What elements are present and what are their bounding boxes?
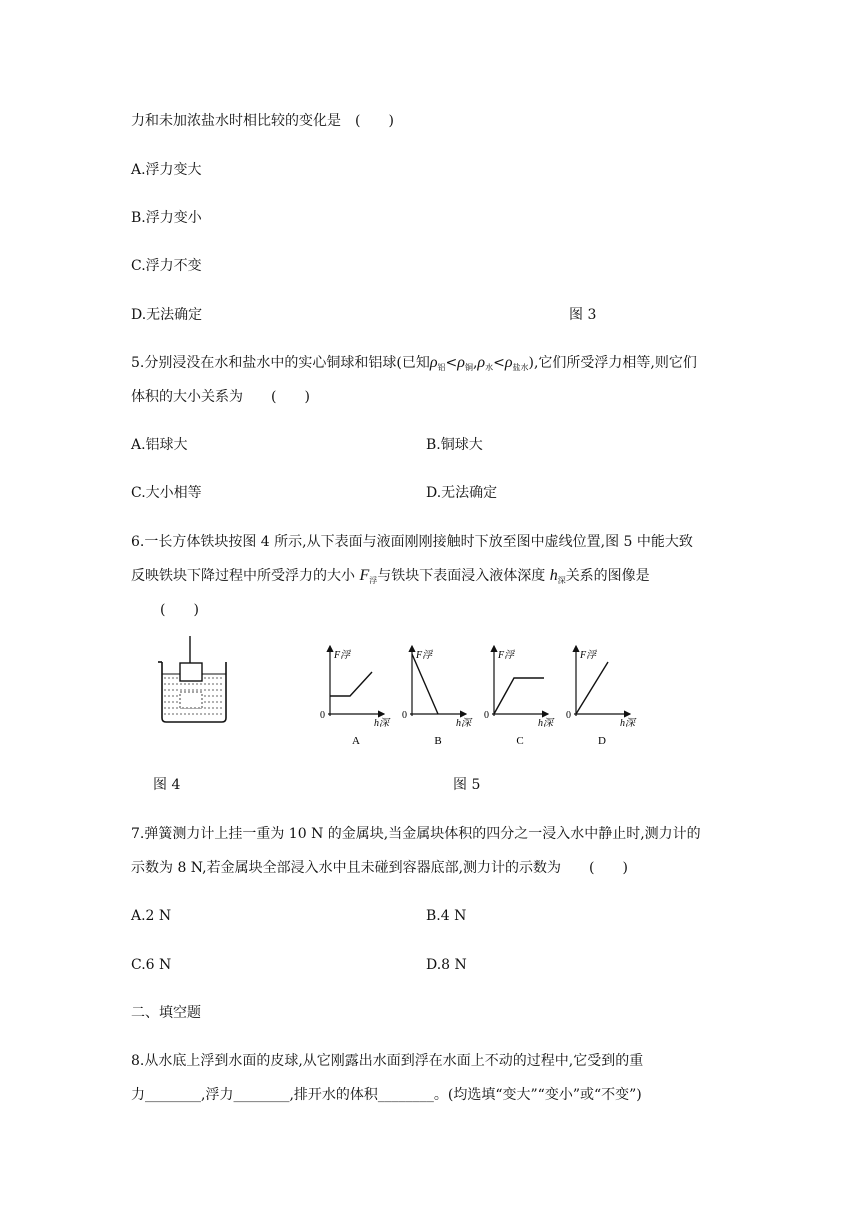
h-symbol: h (549, 567, 558, 584)
section-2-title: 二、填空题 (131, 1005, 201, 1021)
graph-y-label: F浮 (580, 650, 597, 661)
rho-symbol: ρ (477, 354, 486, 371)
graph-curve (330, 672, 372, 696)
F-symbol: F (359, 567, 370, 584)
graph-y-label: F浮 (416, 650, 433, 661)
q4-option-c: C.浮力不变 (131, 258, 202, 274)
sub-water: 水 (485, 363, 494, 372)
rho-symbol: ρ (457, 354, 465, 371)
figure-5-graphs (320, 640, 650, 750)
graph-origin: 0 (484, 710, 489, 721)
comma: , (472, 355, 478, 371)
q5-stem-line1 (131, 353, 697, 378)
q7-stem-line2: 示数为 8 N,若金属块全部浸入水中且未碰到容器底部,测力计的示数为 ( ) (131, 860, 628, 876)
q6-stem-a: 反映铁块下降过程中所受浮力的大小 (131, 568, 360, 584)
figure-3-label: 图 3 (569, 307, 597, 323)
figure-4-beaker (150, 630, 240, 730)
graph-letter: B (434, 735, 442, 747)
q7-option-d: D.8 N (426, 957, 467, 973)
q6-stem-b: 与铁块下表面浸入液体深度 (377, 568, 550, 584)
q4-option-b: B.浮力变小 (131, 210, 202, 226)
q8-stem-line1: 8.从水底上浮到水面的皮球,从它刚露出水面到浮在水面上不动的过程中,它受到的重 (131, 1053, 644, 1069)
q6-answer-paren: ( ) (160, 602, 199, 618)
q8-stem-line2: 力________,浮力________,排开水的体积________。(均选填“变大”“变小”或“不变”) (131, 1087, 642, 1103)
graphs-group (320, 646, 637, 747)
q4-stem-tail: 力和未加浓盐水时相比较的变化是 ( ) (131, 113, 394, 129)
q7-option-b: B.4 N (426, 908, 467, 924)
q7-stem-line1: 7.弹簧测力计上挂一重为 10 N 的金属块,当金属块体积的四分之一浸入水中静止时,测力计的 (131, 826, 701, 842)
q6-stem-c: 关系的图像是 (565, 568, 650, 584)
graph-origin: 0 (320, 710, 325, 721)
graph-curve (576, 662, 608, 714)
q6-stem-line1: 6.一长方体铁块按图 4 所示,从下表面与液面刚刚接触时下放至图中虚线位置,图 5 中能大致 (131, 534, 693, 550)
q5-option-b: B.铜球大 (426, 437, 483, 453)
figure-4-label: 图 4 (153, 777, 181, 793)
q7-option-a: A.2 N (131, 908, 172, 924)
graph-C (484, 646, 555, 747)
graph-x-label: h深 (620, 718, 635, 729)
sub-al: 铝 (437, 363, 446, 372)
graph-letter: C (516, 735, 524, 747)
graph-y-label: F浮 (498, 650, 515, 661)
figure-5-label: 图 5 (453, 777, 481, 793)
graph-A (320, 646, 391, 747)
q4-option-d: D.无法确定 (131, 307, 203, 323)
graph-curve (412, 654, 438, 714)
lt-symbol: < (493, 355, 505, 371)
graph-curve (494, 678, 544, 714)
q6-stem-line2 (131, 566, 650, 591)
h-sub: 深 (557, 576, 566, 585)
sub-cu: 铜 (464, 363, 473, 372)
lt-symbol: < (445, 355, 458, 371)
graph-letter: D (598, 735, 606, 747)
q5-stem-post: ),它们所受浮力相等,则它们 (528, 355, 697, 371)
q5-option-c: C.大小相等 (131, 485, 202, 501)
graph-D (566, 646, 637, 747)
rho-symbol: ρ (504, 354, 513, 371)
graph-origin: 0 (402, 710, 407, 721)
q5-option-a: A.铝球大 (131, 437, 188, 453)
graph-x-label: h深 (374, 718, 389, 729)
graph-x-label: h深 (456, 718, 471, 729)
sub-brine: 盐水 (512, 363, 529, 372)
F-sub: 浮 (369, 576, 378, 585)
q7-option-c: C.6 N (131, 957, 172, 973)
graph-B (402, 646, 473, 747)
graph-y-label: F浮 (334, 650, 351, 661)
q5-stem-pre: 5.分别浸没在水和盐水中的实心铜球和铝球(已知 (131, 355, 430, 371)
graph-x-label: h深 (538, 718, 553, 729)
q4-option-a: A.浮力变大 (131, 162, 202, 178)
q5-option-d: D.无法确定 (426, 485, 498, 501)
q5-stem-line2: 体积的大小关系为 ( ) (131, 389, 310, 405)
graph-letter: A (352, 735, 360, 747)
rho-symbol: ρ (429, 354, 438, 371)
graph-origin: 0 (566, 710, 571, 721)
